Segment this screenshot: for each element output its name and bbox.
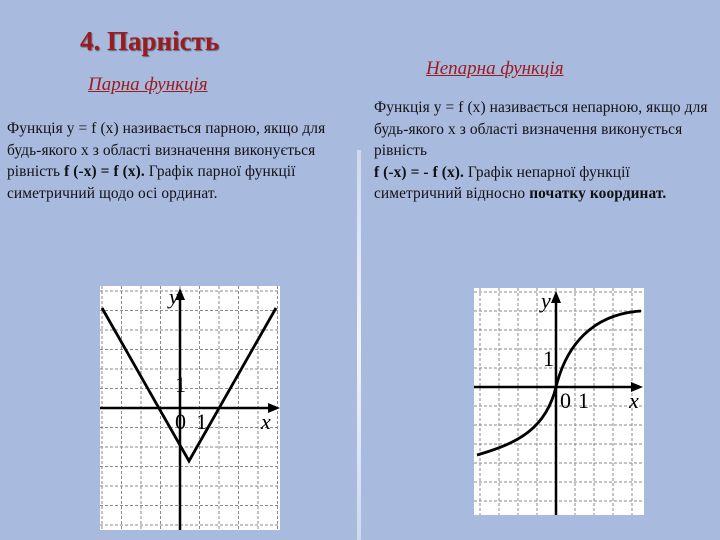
column-divider — [357, 150, 361, 540]
origin-label: 0 — [175, 409, 186, 434]
y-axis-label: y — [541, 288, 551, 313]
even-function-heading: Парна функція — [88, 74, 208, 95]
odd-function-definition — [374, 97, 714, 205]
odd-def-text-a: Функція y = f (x) називається непарною, якщо для будь-якого x з області визначення виконується рівність — [374, 99, 708, 159]
even-function-graph — [100, 286, 280, 530]
even-function-definition — [7, 118, 352, 204]
origin-label: 0 — [560, 388, 571, 413]
even-def-text-b: Графік парної функції симетричний щодо осі ординат. — [7, 163, 296, 202]
odd-def-formula: f (-x) = - f (x). — [374, 163, 464, 181]
odd-function-heading: Непарна функція — [426, 58, 564, 79]
odd-def-bold-end: початку координат. — [529, 185, 667, 202]
x-axis-label: x — [261, 409, 271, 434]
unit-label-y: 1 — [543, 346, 554, 371]
even-def-formula: f (-x) = f (x). — [64, 163, 145, 180]
unit-label-y: 1 — [175, 372, 186, 397]
x-axis-label: x — [629, 388, 639, 413]
odd-def-text-b: Графік непарної функції симетричний відносно — [374, 163, 630, 202]
unit-label-x: 1 — [578, 388, 589, 413]
unit-label-x: 1 — [196, 409, 207, 434]
y-axis-label: y — [169, 286, 179, 309]
even-def-text-a: Функція y = f (x) називається парною, якщо для будь-якого x з області визначення виконується рівність — [7, 120, 326, 180]
odd-function-graph — [474, 288, 644, 515]
slide-title: 4. Парність — [80, 26, 220, 56]
